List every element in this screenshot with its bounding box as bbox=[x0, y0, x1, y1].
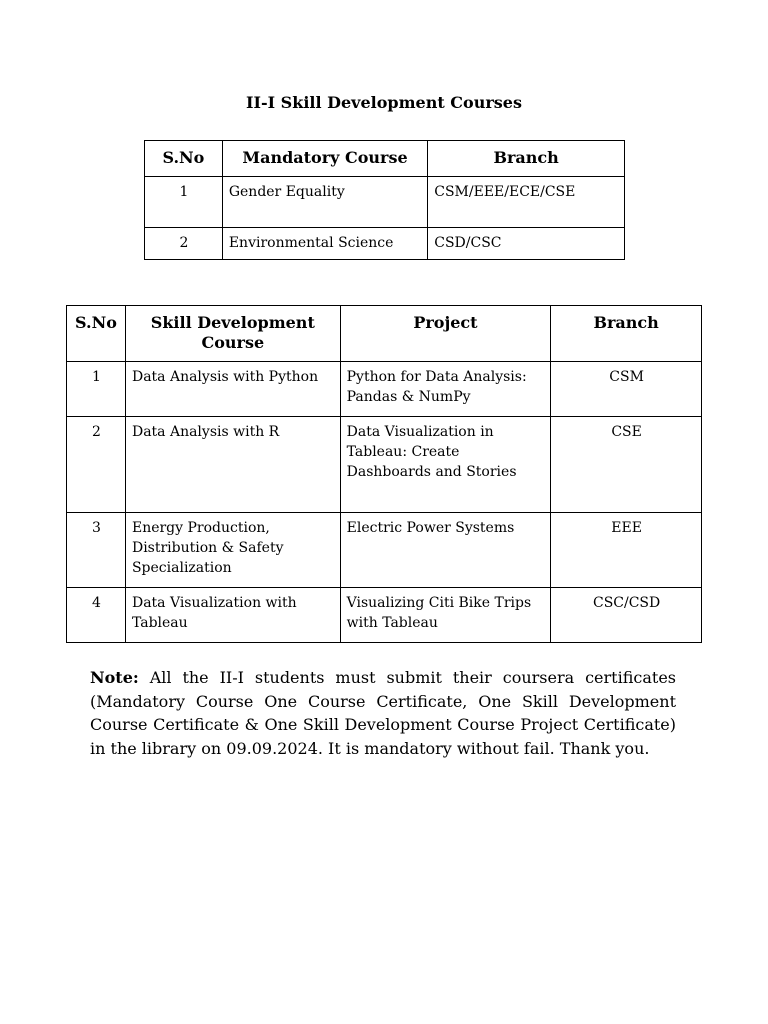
table-row bbox=[67, 362, 702, 417]
cell-project: Python for Data Analysis: Pandas & NumPy bbox=[340, 362, 551, 417]
mandatory-course-table bbox=[144, 140, 625, 260]
cell-branch: CSD/CSC bbox=[428, 228, 625, 260]
table-row bbox=[67, 417, 702, 513]
cell-branch: CSC/CSD bbox=[551, 588, 702, 643]
cell-sno: 1 bbox=[67, 362, 126, 417]
cell-sno: 4 bbox=[67, 588, 126, 643]
note-paragraph bbox=[90, 666, 676, 760]
skill-development-table bbox=[66, 305, 702, 643]
header-branch: Branch bbox=[428, 141, 625, 177]
cell-course: Data Analysis with R bbox=[125, 417, 340, 513]
header-branch: Branch bbox=[551, 306, 702, 362]
table-header-row bbox=[145, 141, 625, 177]
header-sno: S.No bbox=[67, 306, 126, 362]
cell-sno: 2 bbox=[67, 417, 126, 513]
cell-branch: EEE bbox=[551, 513, 702, 588]
page-title: II-I Skill Development Courses bbox=[246, 93, 522, 112]
note-text: All the II-I students must submit their coursera certificates (Mandatory Course One Course Certificate, One Skill Development Course Certificate & One Skill Development Course Project Certificate) in the library on 09.09.2024. It is mandatory without fail. Thank you. bbox=[90, 668, 676, 758]
cell-branch: CSM/EEE/ECE/CSE bbox=[428, 177, 625, 228]
cell-project: Data Visualization in Tableau: Create Dashboards and Stories bbox=[340, 417, 551, 513]
cell-course: Environmental Science bbox=[222, 228, 427, 260]
note-label: Note: bbox=[90, 668, 139, 687]
cell-course: Data Visualization with Tableau bbox=[125, 588, 340, 643]
cell-sno: 1 bbox=[145, 177, 223, 228]
header-skill-course: Skill Development Course bbox=[125, 306, 340, 362]
header-project: Project bbox=[340, 306, 551, 362]
header-mandatory-course: Mandatory Course bbox=[222, 141, 427, 177]
table-header-row bbox=[67, 306, 702, 362]
table-row bbox=[145, 228, 625, 260]
cell-course: Energy Production, Distribution & Safety Specialization bbox=[125, 513, 340, 588]
cell-course: Gender Equality bbox=[222, 177, 427, 228]
cell-sno: 2 bbox=[145, 228, 223, 260]
cell-project: Electric Power Systems bbox=[340, 513, 551, 588]
cell-branch: CSE bbox=[551, 417, 702, 513]
table-row bbox=[145, 177, 625, 228]
cell-sno: 3 bbox=[67, 513, 126, 588]
cell-project: Visualizing Citi Bike Trips with Tableau bbox=[340, 588, 551, 643]
table-row bbox=[67, 588, 702, 643]
cell-course: Data Analysis with Python bbox=[125, 362, 340, 417]
header-sno: S.No bbox=[145, 141, 223, 177]
cell-branch: CSM bbox=[551, 362, 702, 417]
table-row bbox=[67, 513, 702, 588]
